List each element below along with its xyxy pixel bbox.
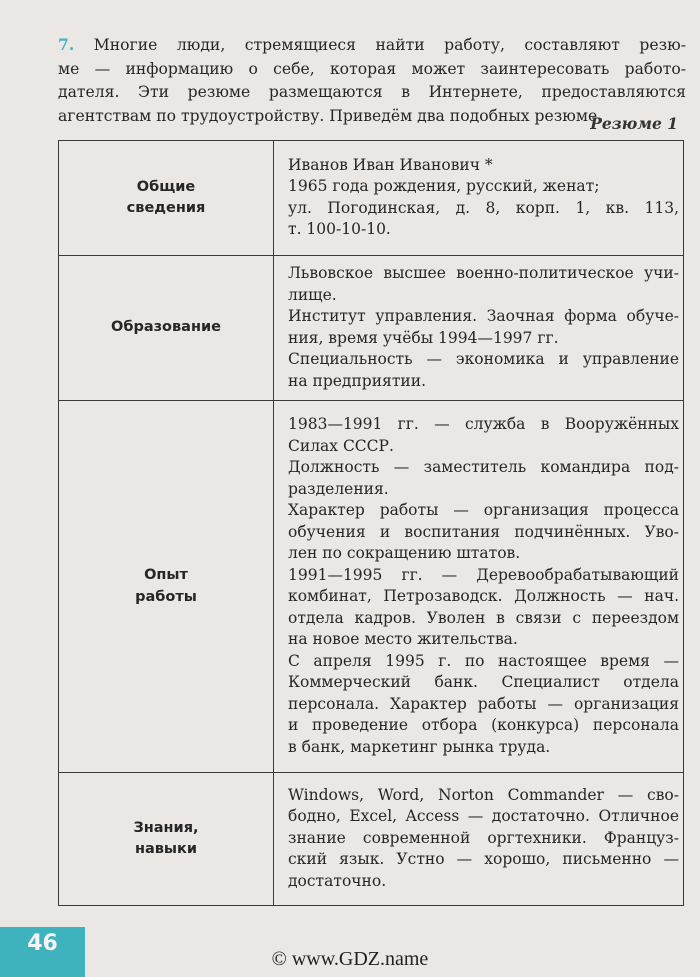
content-line: Львовское высшее военно-политическое учи- [288, 264, 679, 282]
row-header-line: работы [135, 588, 197, 605]
content-line: в банк, маркетинг рынка труда. [288, 737, 551, 756]
content-line: ния, время учёбы 1994—1997 гг. [288, 328, 559, 347]
content-line: Иванов Иван Иванович * [288, 155, 493, 174]
intro-line [58, 81, 686, 105]
content-line: на предприятии. [288, 371, 426, 390]
content-line: и проведение отбора (конкурса) персонала [288, 716, 679, 734]
table-row [59, 401, 684, 773]
content-line: персонала. Характер работы — организация [288, 694, 679, 713]
content-line: лен по сокращению штатов. [288, 544, 521, 562]
table-row [59, 773, 684, 906]
row-header-line: Опыт [144, 567, 188, 583]
row-content [274, 141, 684, 256]
content-line: т. 100-10-10. [288, 220, 391, 238]
content-line: разделения. [288, 479, 389, 498]
page-number: 46 [0, 927, 85, 977]
intro-line-text: ме — информацию о себе, которая может заинтересовать работо- [58, 59, 686, 78]
content-line: Специальность — экономика и управление [288, 350, 679, 368]
content-line: Должность — заместитель командира под- [288, 458, 679, 476]
row-header [59, 141, 274, 256]
resume-table [58, 140, 684, 906]
row-header-line: Образование [111, 319, 221, 336]
content-line: Институт управления. Заочная форма обуче- [288, 307, 679, 325]
content-line: Windows, Word, Norton Commander — сво- [288, 785, 679, 804]
content-line: комбинат, Петрозаводск. Должность — нач. [288, 587, 679, 605]
content-line: 1991—1995 гг. — Деревообрабатывающий [288, 565, 679, 584]
content-line: ский язык. Устно — хорошо, письменно — [288, 850, 679, 869]
intro-line-text: Многие люди, стремящиеся найти работу, составляют резю- [93, 36, 686, 54]
row-content [274, 773, 684, 906]
row-header-line: Знания, [133, 819, 199, 836]
content-line: 1965 года рождения, русский, женат; [288, 177, 600, 195]
row-header [59, 401, 274, 773]
row-header-line: Общие [136, 178, 196, 195]
row-content [274, 256, 684, 401]
intro-line-text: дателя. Эти резюме размещаются в Интернете, предоставляются [58, 83, 686, 101]
row-header-line: сведения [126, 200, 206, 216]
copyright-watermark: © www.GDZ.name [271, 948, 429, 970]
content-line: бодно, Excel, Access — достаточно. Отличное [288, 807, 679, 826]
content-line: отдела кадров. Уволен в связи с переездом [288, 608, 679, 627]
table-row [59, 141, 684, 256]
content-line: лище. [288, 285, 337, 304]
content-line: Силах СССР. [288, 436, 394, 455]
content-line: Характер работы — организация процесса [288, 501, 679, 519]
row-header [59, 773, 274, 906]
content-line: ул. Погодинская, д. 8, корп. 1, кв. 113, [288, 198, 679, 217]
intro-line-text: агентствам по трудоустройству. Приведём два подобных резюме. [58, 106, 603, 125]
content-line: обучения и воспитания подчинённых. Уво- [288, 522, 679, 541]
content-line: на новое место жительства. [288, 630, 518, 648]
content-line: 1983—1991 гг. — служба в Вооружённых [288, 415, 679, 433]
content-line: знание современной оргтехники. Француз- [288, 828, 679, 847]
task-number: 7. [58, 35, 75, 54]
resume-caption: Резюме 1 [590, 114, 678, 133]
row-content [274, 401, 684, 773]
content-line: Коммерческий банк. Специалист отдела [288, 673, 679, 691]
content-line: достаточно. [288, 871, 387, 890]
row-header-line: навыки [134, 841, 198, 857]
intro-line [58, 58, 686, 82]
table-row [59, 256, 684, 401]
content-line: С апреля 1995 г. по настоящее время — [288, 651, 679, 670]
row-header [59, 256, 274, 401]
intro-line [58, 33, 686, 58]
